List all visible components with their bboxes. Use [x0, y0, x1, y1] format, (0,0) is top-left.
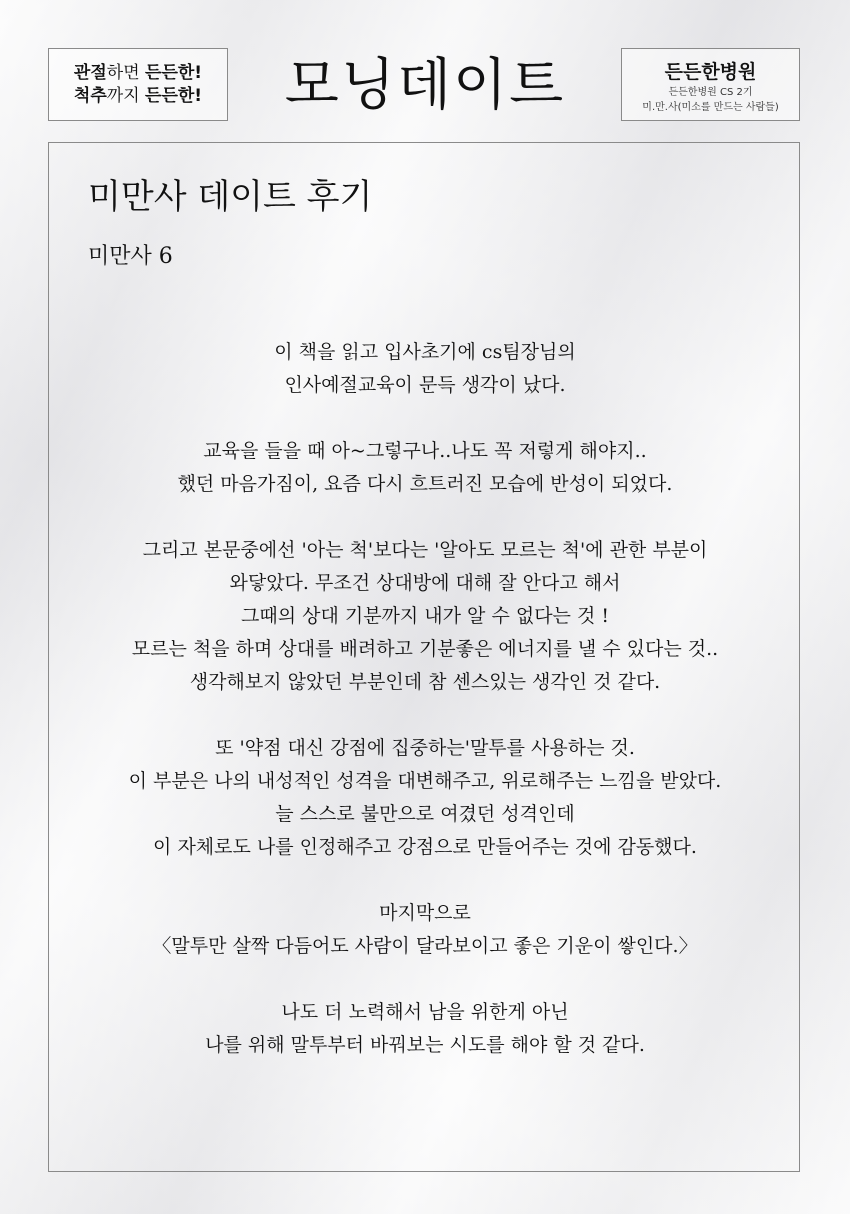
body-line: 이 책을 읽고 입사초기에 cs팀장님의 — [274, 341, 576, 363]
masthead-title: 모닝데이트 — [284, 53, 566, 118]
body-line: 인사예절교육이 문득 생각이 났다. — [284, 374, 566, 396]
body-line: 그리고 본문중에선 '아는 척'보다는 '알아도 모르는 척'에 관한 부분이 — [142, 539, 708, 561]
article-author: 미만사 6 — [88, 244, 173, 269]
body-line: 또 '약점 대신 강점에 집중하는'말투를 사용하는 것. — [215, 737, 635, 759]
paragraph-1 — [70, 336, 780, 402]
hospital-box — [621, 48, 800, 121]
body-line: 늘 스스로 불만으로 여겼던 성격인데 — [275, 803, 575, 825]
body-line: 했던 마음가짐이, 요즘 다시 흐트러진 모습에 반성이 되었다. — [177, 473, 673, 495]
body-line: 이 부분은 나의 내성적인 성격을 대변해주고, 위로해주는 느낌을 받았다. — [128, 770, 722, 792]
body-line: 나를 위해 말투부터 바꿔보는 시도를 해야 할 것 같다. — [205, 1034, 645, 1056]
body-line: 〈말투만 살짝 다듬어도 사람이 달라보이고 좋은 기운이 쌓인다.〉 — [152, 935, 698, 957]
body-line: 나도 더 노력해서 남을 위한게 아닌 — [281, 1001, 569, 1023]
paragraph-6 — [70, 996, 780, 1062]
body-line: 교육을 들을 때 아~그렇구나..나도 꼭 저렇게 해야지.. — [203, 440, 647, 462]
slogan-line-2 — [74, 85, 202, 108]
paragraph-4 — [70, 732, 780, 864]
slogan-2-normal: 까지 — [106, 85, 146, 106]
slogan-2-bold-a: 척추 — [73, 85, 107, 106]
article-title: 미만사 데이트 후기 — [88, 177, 373, 217]
slogan-2-bold-b: 든든한! — [145, 85, 203, 106]
slogan-line-1 — [74, 62, 202, 85]
slogan-box — [48, 48, 228, 121]
paragraph-2 — [70, 435, 780, 501]
body-line: 모르는 척을 하며 상대를 배려하고 기분좋은 에너지를 낼 수 있다는 것.. — [131, 638, 719, 660]
slogan-1-bold-b: 든든한! — [145, 62, 203, 83]
body-line: 마지막으로 — [379, 902, 471, 924]
hospital-sub-2: 미.만.사(미소를 만드는 사람들) — [642, 102, 779, 113]
body-line: 생각해보지 않았던 부분인데 참 센스있는 생각인 것 같다. — [189, 671, 661, 693]
slogan-1-normal: 하면 — [106, 62, 146, 83]
hospital-sub-1: 든든한병원 CS 2기 — [668, 87, 753, 98]
body-line: 이 자체로도 나를 인정해주고 강점으로 만들어주는 것에 감동했다. — [153, 836, 697, 858]
slogan-1-bold-a: 관절 — [73, 62, 107, 83]
body-line: 그때의 상대 기분까지 내가 알 수 없다는 것 ! — [241, 605, 609, 627]
body-line: 와닿았다. 무조건 상대방에 대해 잘 안다고 해서 — [229, 572, 621, 594]
article-body — [70, 336, 780, 1095]
hospital-name: 든든한병원 — [664, 61, 757, 83]
paragraph-3 — [70, 534, 780, 699]
paragraph-5 — [70, 897, 780, 963]
